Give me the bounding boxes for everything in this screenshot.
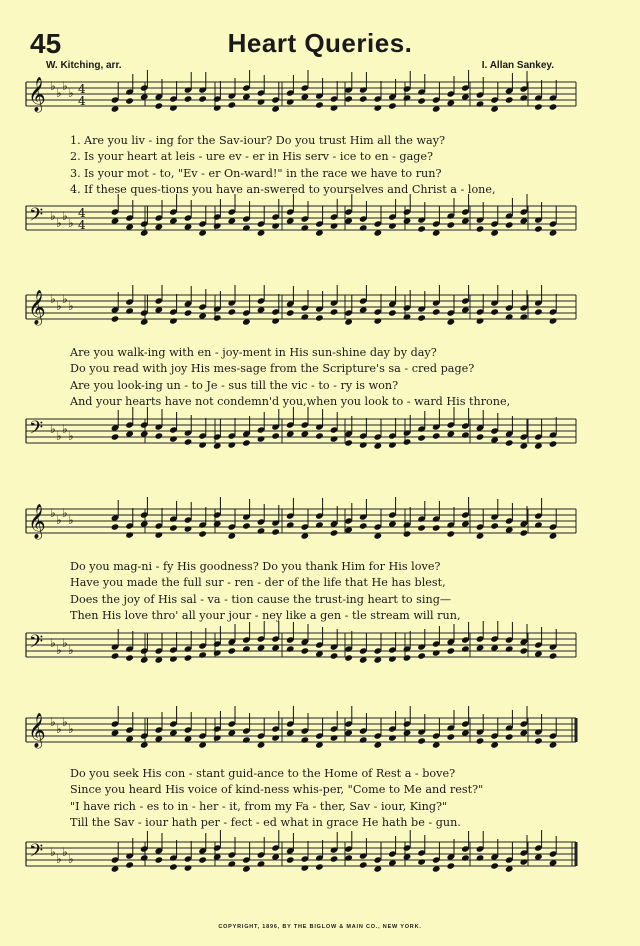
lyric-line: 3. Is your mot - to, "Ev - er On-ward!" in the race we have to run?: [70, 166, 442, 180]
svg-text:♭: ♭: [56, 513, 62, 527]
lyric-line: Are you walk-ing with en - joy-ment in His sun-shine day by day?: [70, 346, 437, 359]
lyric-line: 2. Is your heart at leis - ure ev - er in His serv - ice to en - gage?: [70, 150, 434, 164]
lyric-line: Till the Sav - iour hath per - fect - ed what in grace He hath be - gun.: [70, 815, 461, 829]
svg-text:♭: ♭: [56, 429, 62, 443]
lyric-line: Since you heard His voice of kind-ness whis-per, "Come to Me and rest?": [70, 783, 484, 797]
svg-text:♭: ♭: [50, 79, 56, 93]
music-system-4: [0, 700, 640, 900]
svg-text:♭: ♭: [56, 852, 62, 866]
svg-text:𝄞: 𝄞: [28, 77, 46, 112]
svg-text:𝄢: 𝄢: [29, 841, 44, 866]
music-system-2: [0, 285, 640, 455]
svg-text:♭: ♭: [50, 422, 56, 436]
lyric-line: "I have rich - es to in - her - it, from my Fa - ther, Sav - iour, King?": [70, 799, 448, 813]
svg-text:♭: ♭: [68, 86, 74, 100]
svg-text:4: 4: [78, 218, 86, 232]
lyrics-block-3: [70, 559, 570, 624]
svg-text:♭: ♭: [62, 715, 68, 729]
hymn-title: Heart Queries.: [227, 28, 413, 58]
svg-text:♭: ♭: [50, 636, 56, 650]
music-system-1: [0, 0, 640, 270]
svg-text:♭: ♭: [68, 429, 74, 443]
lyric-line: 1. Are you liv - ing for the Sav-iour? Do you trust Him all the way?: [70, 134, 446, 147]
svg-text:♭: ♭: [62, 422, 68, 436]
svg-text:♭: ♭: [62, 79, 68, 93]
svg-text:𝄢: 𝄢: [29, 418, 44, 443]
svg-text:♭: ♭: [68, 722, 74, 736]
lyric-line: Then His love thro' all your jour - ney like a gen - tle stream will run,: [70, 608, 461, 622]
lyric-line: Are you look-ing un - to Je - sus till the vic - to - ry is won?: [70, 378, 399, 392]
svg-text:♭: ♭: [68, 216, 74, 230]
svg-text:♭: ♭: [50, 506, 56, 520]
lyric-line: Have you made the full sur - ren - der of the life that He has blest,: [70, 576, 446, 590]
svg-text:♭: ♭: [56, 722, 62, 736]
svg-text:𝄞: 𝄞: [28, 713, 46, 748]
svg-text:♭: ♭: [62, 292, 68, 306]
svg-text:♭: ♭: [50, 292, 56, 306]
svg-text:♭: ♭: [68, 643, 74, 657]
svg-text:♭: ♭: [56, 643, 62, 657]
lyric-line: 4. If these ques-tions you have an-swered to yourselves and Christ a - lone,: [70, 182, 496, 196]
music-credit: I. Allan Sankey.: [481, 60, 554, 71]
svg-text:♭: ♭: [68, 513, 74, 527]
svg-text:4: 4: [78, 82, 86, 96]
svg-text:𝄞: 𝄞: [28, 290, 46, 325]
words-credit: W. Kitching, arr.: [46, 60, 122, 71]
lyric-line: Do you read with joy His mes-sage from the Scripture's sa - cred page?: [70, 362, 475, 376]
svg-text:♭: ♭: [68, 852, 74, 866]
lyrics-block-2: [70, 345, 570, 410]
svg-text:♭: ♭: [56, 299, 62, 313]
svg-text:♭: ♭: [62, 209, 68, 223]
lyric-line: Do you mag-ni - fy His goodness? Do you thank Him for His love?: [70, 560, 441, 573]
hymn-number: 45: [30, 28, 62, 59]
svg-text:♭: ♭: [62, 636, 68, 650]
lyric-line: And your hearts have not condemn'd you,when you look to - ward His throne,: [70, 394, 511, 408]
svg-text:𝄞: 𝄞: [28, 504, 46, 539]
svg-text:♭: ♭: [62, 506, 68, 520]
lyrics-block-1: [70, 133, 570, 198]
svg-text:♭: ♭: [56, 86, 62, 100]
lyric-line: Do you seek His con - stant guid-ance to the Home of Rest a - bove?: [70, 767, 456, 780]
svg-text:♭: ♭: [62, 845, 68, 859]
svg-text:4: 4: [78, 206, 86, 220]
svg-text:♭: ♭: [68, 299, 74, 313]
lyric-line: Does the joy of His sal - va - tion cause the trust-ing heart to sing—: [70, 592, 452, 606]
copyright-notice: COPYRIGHT, 1896, BY THE BIGLOW & MAIN CO., NEW YORK.: [218, 924, 422, 930]
lyrics-block-4: [70, 766, 570, 831]
svg-text:♭: ♭: [50, 845, 56, 859]
svg-text:4: 4: [78, 94, 86, 108]
music-system-3: [0, 497, 640, 667]
svg-text:♭: ♭: [50, 715, 56, 729]
svg-text:♭: ♭: [50, 209, 56, 223]
svg-text:𝄢: 𝄢: [29, 205, 44, 230]
svg-text:𝄢: 𝄢: [29, 632, 44, 657]
svg-text:♭: ♭: [56, 216, 62, 230]
